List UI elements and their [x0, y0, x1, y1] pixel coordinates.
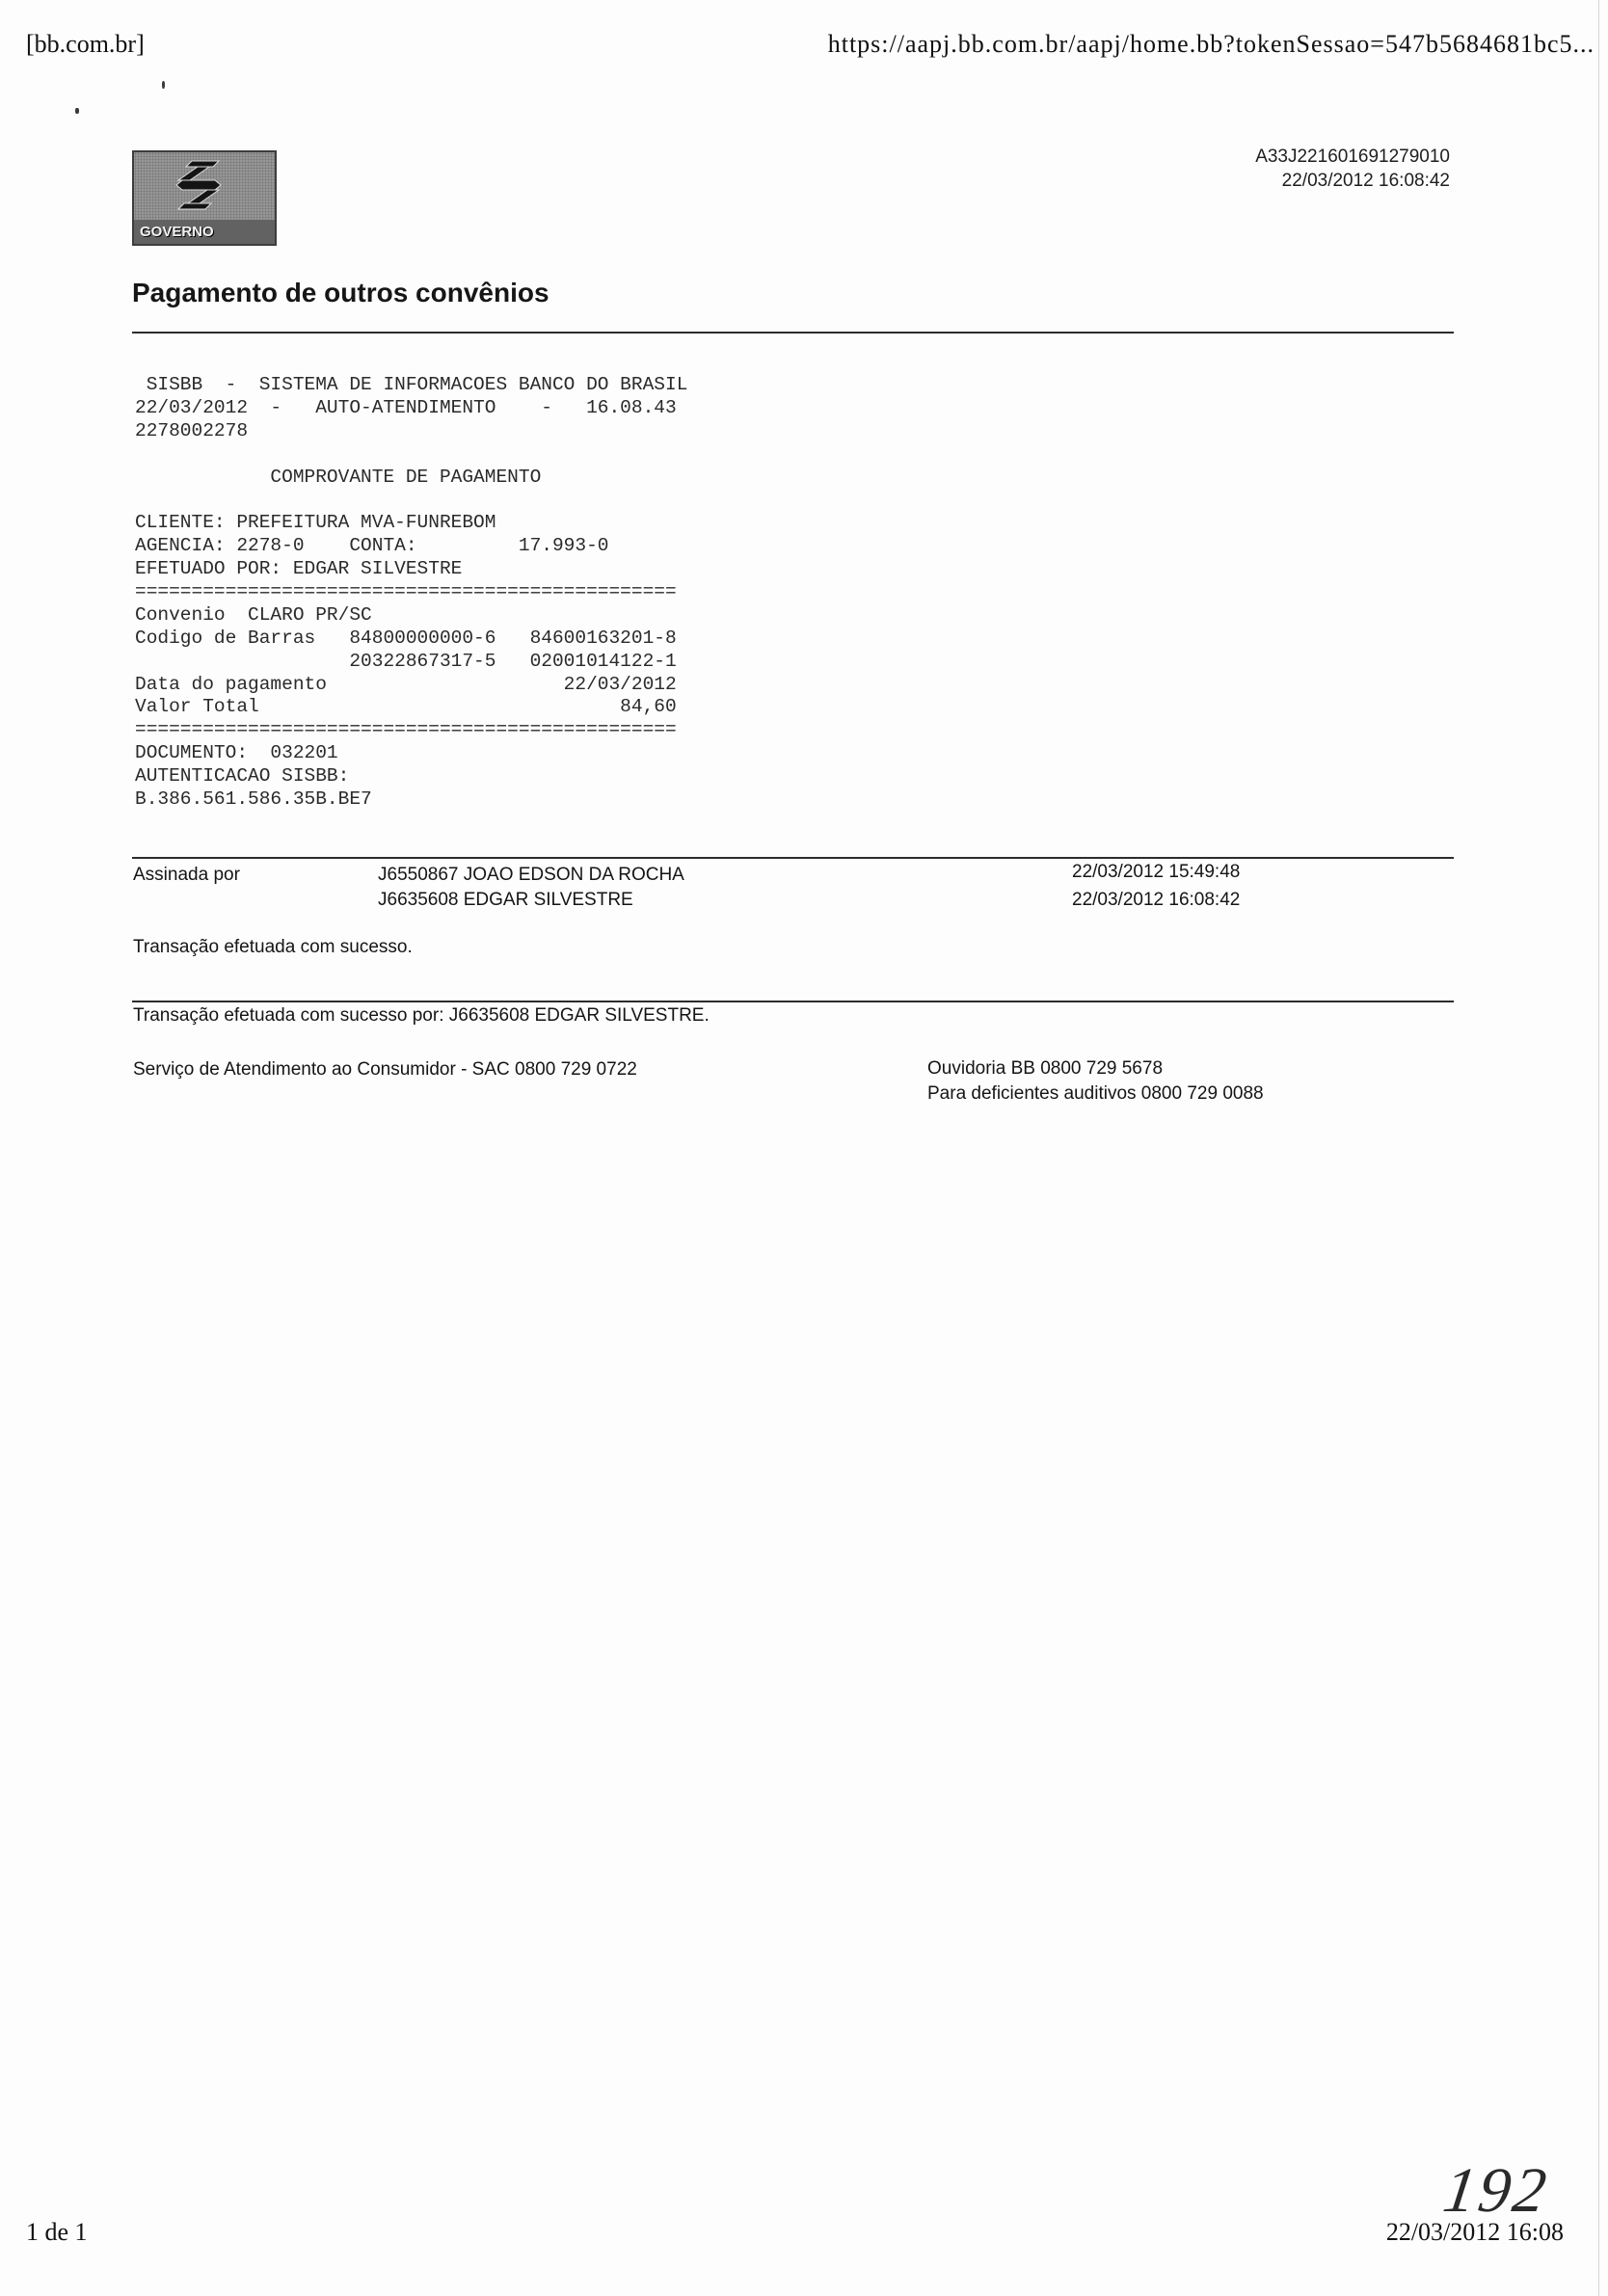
ouvidoria-contact: Ouvidoria BB 0800 729 5678: [927, 1058, 1164, 1079]
print-header-site: [bb.com.br]: [26, 30, 145, 58]
receipt-line: [135, 489, 687, 512]
page-title: Pagamento de outros convênios: [132, 278, 549, 307]
signer-datetime: 22/03/2012 15:49:48: [1072, 862, 1241, 882]
signer-datetime: 22/03/2012 16:08:42: [1072, 890, 1241, 910]
status-message: Transação efetuada com sucesso.: [133, 937, 413, 957]
print-footer-datetime: 22/03/2012 16:08: [1385, 2218, 1564, 2246]
confirmation-divider: [132, 1001, 1454, 1002]
receipt-line: 22/03/2012 - AUTO-ATENDIMENTO - 16.08.43: [135, 396, 677, 418]
print-footer-page: 1 de 1: [26, 2218, 88, 2246]
hearing-impaired-contact: Para deficientes auditivos 0800 729 0088: [927, 1083, 1264, 1104]
receipt-line: Convenio CLARO PR/SC: [135, 603, 372, 626]
transaction-id: A33J221601691279010: [1255, 147, 1450, 167]
scan-speck: [162, 81, 165, 89]
scan-edge: [1598, 0, 1599, 2296]
bb-logo-icon: [174, 159, 223, 211]
receipt-line: 2278002278: [135, 419, 249, 441]
signatures-divider: [132, 857, 1454, 859]
bb-governo-logo: [132, 150, 277, 246]
receipt-line: ================================================: [135, 581, 677, 603]
signatures-label: Assinada por: [133, 865, 240, 885]
receipt-line: Codigo de Barras 84800000000-6 84600163201-8: [135, 627, 677, 649]
receipt-line: [135, 443, 687, 467]
logo-label: GOVERNO: [140, 224, 214, 240]
receipt-line: SISBB - SISTEMA DE INFORMACOES BANCO DO BRASIL: [135, 374, 688, 395]
signer-name: J6550867 JOAO EDSON DA ROCHA: [378, 865, 684, 885]
receipt-line: Valor Total 84,60: [135, 696, 677, 718]
logo-band: [134, 220, 275, 244]
receipt-line: COMPROVANTE DE PAGAMENTO: [135, 466, 542, 488]
handwritten-page-number: 192: [1438, 2155, 1554, 2226]
receipt-line: CLIENTE: PREFEITURA MVA-FUNREBOM: [135, 512, 496, 534]
receipt-line: ================================================: [135, 719, 677, 741]
sac-contact: Serviço de Atendimento ao Consumidor - SAC 0800 729 0722: [133, 1059, 637, 1080]
transaction-datetime: 22/03/2012 16:08:42: [1281, 171, 1450, 191]
scan-speck: [75, 108, 79, 114]
receipt-line: 20322867317-5 02001014122-1: [135, 650, 677, 672]
payment-receipt: [135, 374, 687, 812]
receipt-line: Data do pagamento 22/03/2012: [135, 673, 677, 695]
receipt-line: AUTENTICACAO SISBB:: [135, 765, 350, 788]
confirmation-message: Transação efetuada com sucesso por: J6635608 EDGAR SILVESTRE.: [133, 1005, 710, 1026]
receipt-line: DOCUMENTO: 032201: [135, 742, 338, 764]
receipt-line: B.386.561.586.35B.BE7: [135, 788, 372, 811]
receipt-line: EFETUADO POR: EDGAR SILVESTRE: [135, 558, 463, 580]
receipt-line: AGENCIA: 2278-0 CONTA: 17.993-0: [135, 535, 609, 557]
print-header-url: https://aapj.bb.com.br/aapj/home.bb?tokenSessao=547b5684681bc5...: [827, 30, 1595, 58]
signer-name: J6635608 EDGAR SILVESTRE: [378, 890, 633, 910]
title-divider: [132, 332, 1454, 334]
